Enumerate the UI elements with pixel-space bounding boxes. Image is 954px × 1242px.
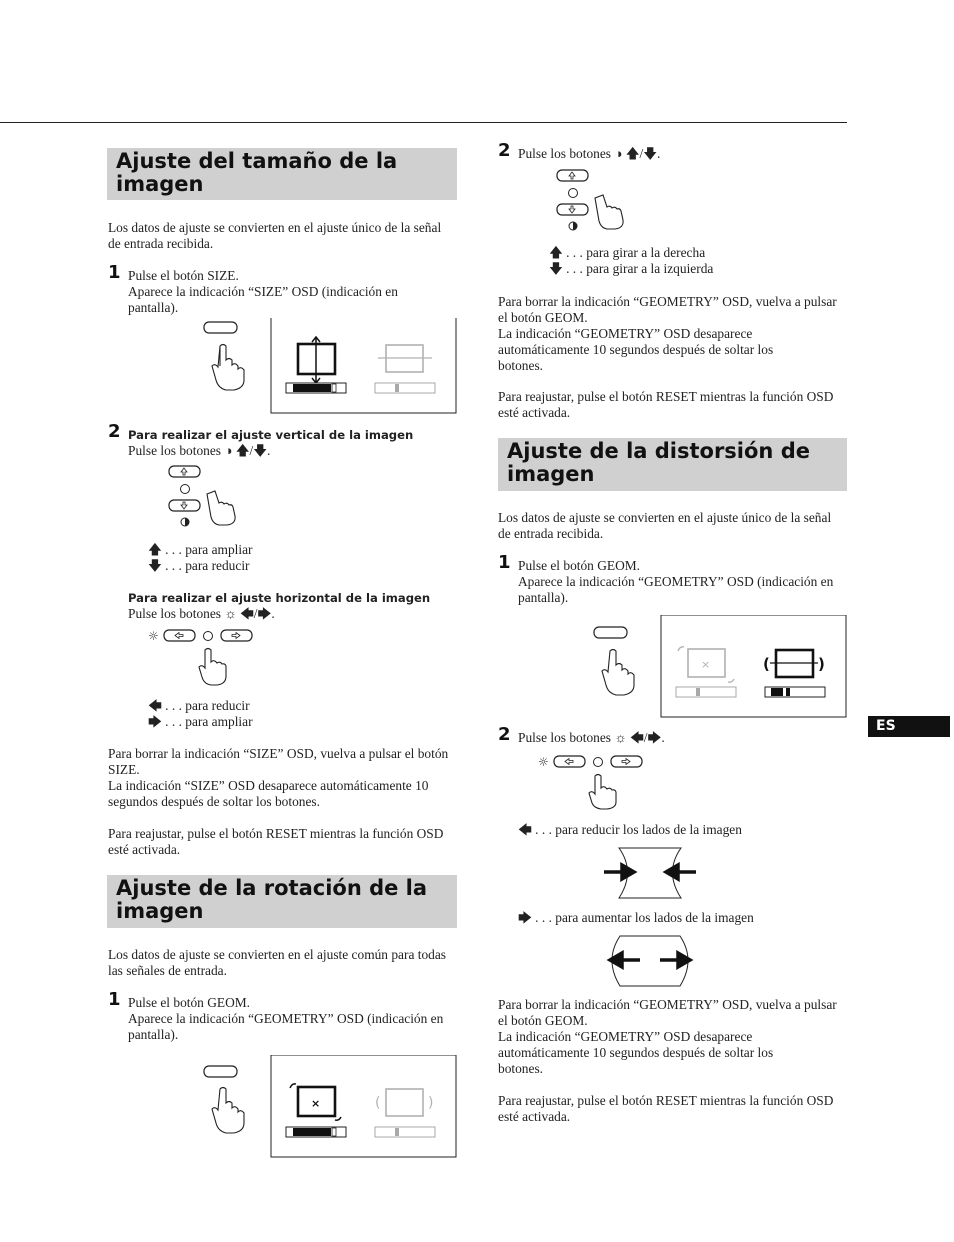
svg-text:): ): [818, 655, 825, 673]
pincushion-slider-icon: [765, 687, 825, 697]
size-step2-number: 2: [108, 421, 121, 442]
distortion-step1-line1: Pulse el botón GEOM.: [518, 558, 640, 573]
rotation-step2-number: 2: [498, 140, 511, 161]
rotation-slider-icon: [286, 1127, 346, 1137]
rotation-screen-icon: [290, 1084, 341, 1120]
geom-button-icon: [594, 627, 627, 638]
size-section-header: [107, 148, 457, 200]
pointing-hand-icon: [199, 649, 226, 686]
language-tab: ES: [868, 716, 950, 737]
size-right-text: 🡆 . . . para ampliar: [148, 714, 253, 729]
rotation-reset-text: Para reajustar, pulse el botón RESET mientras la función OSD esté activada.: [498, 389, 834, 420]
size-clear-text: Para borrar la indicación “SIZE” OSD, vuelva a pulsar el botón SIZE.: [108, 746, 449, 777]
size-horizontal-heading: Para realizar el ajuste horizontal de la imagen: [128, 591, 431, 605]
rotation-step1-line2: Aparece la indicación “GEOMETRY” OSD (indicación en pantalla).: [128, 1011, 444, 1042]
center-button-icon[interactable]: [204, 632, 213, 641]
rotation-up-text: 🡅 . . . para girar a la derecha: [549, 245, 706, 260]
contrast-icon: [569, 222, 577, 230]
rotation-down-text: 🡇 . . . para girar a la izquierda: [549, 261, 714, 276]
distortion-left-text: 🡄 . . . para reducir los lados de la imagen: [518, 822, 742, 837]
rotation-step2-buttons: Pulse los botones ◑ 🡅/🡇.: [518, 146, 661, 161]
rotation-osd-illustration: [200, 1055, 460, 1161]
down-button-icon[interactable]: [557, 204, 588, 215]
distortion-step2-buttons: Pulse los botones ☼ 🡄/🡆.: [518, 730, 665, 745]
distortion-reset-text: Para reajustar, pulse el botón RESET mientras la función OSD esté activada.: [498, 1093, 834, 1124]
distortion-osd-illustration: [590, 615, 850, 721]
distortion-step1-number: 1: [498, 552, 511, 573]
horizontal-buttons-illustration: [145, 626, 265, 694]
rotation-slider-icon: [676, 687, 736, 697]
pincushion-outward-diagram: [600, 932, 700, 990]
size-step1-line1: Pulse el botón SIZE.: [128, 268, 239, 283]
brightness-icon: ☼: [148, 629, 159, 643]
size-button-icon: [204, 322, 237, 333]
svg-text:(: (: [763, 655, 770, 673]
size-step1-line2: Aparece la indicación “SIZE” OSD (indicación en pantalla).: [128, 284, 398, 315]
up-button-icon[interactable]: [169, 466, 200, 477]
vertical-buttons-illustration: [165, 462, 245, 532]
size-intro: Los datos de ajuste se convierten en el ajuste único de la señal de entrada recibida.: [108, 220, 442, 251]
size-horizontal-buttons: Pulse los botones ☼ 🡄/🡆.: [128, 606, 275, 621]
distortion-intro: Los datos de ajuste se convierten en el ajuste único de la señal de entrada recibida.: [498, 510, 832, 541]
horizontal-size-slider-icon: [375, 383, 435, 393]
size-vertical-buttons: Pulse los botones ◑ 🡅/🡇.: [128, 443, 271, 458]
pointing-hand-icon: [595, 195, 623, 229]
pointing-hand-icon: [589, 775, 616, 810]
size-left-text: 🡄 . . . para reducir: [148, 698, 250, 713]
rotation-step1-line1: Pulse el botón GEOM.: [128, 995, 250, 1010]
top-rule: [0, 122, 847, 123]
rotation-section-header: [107, 875, 457, 928]
distortion-step1-line2: Aparece la indicación “GEOMETRY” OSD (indicación en pantalla).: [518, 574, 834, 605]
center-button-icon[interactable]: [594, 758, 603, 767]
size-osd-illustration: [200, 318, 460, 418]
left-button-icon[interactable]: [164, 630, 195, 641]
brightness-icon: ☼: [538, 755, 549, 769]
pointing-hand-icon: [602, 650, 634, 696]
svg-text:×: ×: [311, 1097, 321, 1110]
size-down-text: 🡇 . . . para reducir: [148, 558, 250, 573]
distortion-right-text: 🡆 . . . para aumentar los lados de la imagen: [518, 910, 754, 925]
svg-text:×: ×: [701, 658, 711, 671]
pointing-hand-icon: [207, 491, 235, 525]
vertical-size-slider-icon: [286, 383, 346, 393]
rotation-intro: Los datos de ajuste se convierten en el ajuste común para todas las señales de entrada.: [108, 947, 447, 978]
left-button-icon[interactable]: [554, 756, 585, 767]
size-reset-text: Para reajustar, pulse el botón RESET mientras la función OSD esté activada.: [108, 826, 444, 857]
distortion-clear-text: Para borrar la indicación “GEOMETRY” OSD, vuelva a pulsar el botón GEOM.: [498, 997, 837, 1028]
contrast-icon: [181, 518, 189, 526]
distortion-auto-text: La indicación “GEOMETRY” OSD desaparece automáticamente 10 segundos después de soltar los botones.: [498, 1029, 774, 1076]
right-button-icon[interactable]: [221, 630, 252, 641]
right-button-icon[interactable]: [611, 756, 642, 767]
size-up-text: 🡅 . . . para ampliar: [148, 542, 253, 557]
pincushion-slider-icon: [375, 1127, 435, 1137]
rotation-auto-text: La indicación “GEOMETRY” OSD desaparece automáticamente 10 segundos después de soltar los botones.: [498, 326, 774, 373]
distortion-section-header: [498, 438, 847, 491]
center-button-icon[interactable]: [569, 189, 578, 198]
rotation-section-title: Ajuste de la rotación de la imagen: [116, 876, 428, 923]
barrel-inward-diagram: [600, 844, 700, 902]
center-button-icon[interactable]: [181, 485, 190, 494]
pointing-hand-icon: [212, 1088, 244, 1134]
distortion-step2-number: 2: [498, 724, 511, 745]
up-button-icon[interactable]: [557, 170, 588, 181]
size-section-title: Ajuste del tamaño de la imagen: [116, 149, 398, 196]
distortion-buttons-illustration: [535, 752, 655, 814]
size-step1-number: 1: [108, 262, 121, 283]
distortion-section-title: Ajuste de la distorsión de imagen: [507, 439, 810, 486]
svg-text:): ): [428, 1095, 434, 1111]
svg-text:(: (: [375, 1095, 381, 1111]
rotation-step1-number: 1: [108, 989, 121, 1010]
size-auto-text: La indicación “SIZE” OSD desaparece automáticamente 10 segundos después de soltar los botones.: [108, 778, 429, 809]
down-button-icon[interactable]: [169, 500, 200, 511]
rotation-buttons-illustration: [553, 166, 633, 236]
size-vertical-heading: Para realizar el ajuste vertical de la imagen: [128, 428, 414, 442]
pointing-hand-icon: [212, 345, 244, 391]
rotation-clear-text: Para borrar la indicación “GEOMETRY” OSD, vuelva a pulsar el botón GEOM.: [498, 294, 837, 325]
geom-button-icon: [204, 1066, 237, 1077]
